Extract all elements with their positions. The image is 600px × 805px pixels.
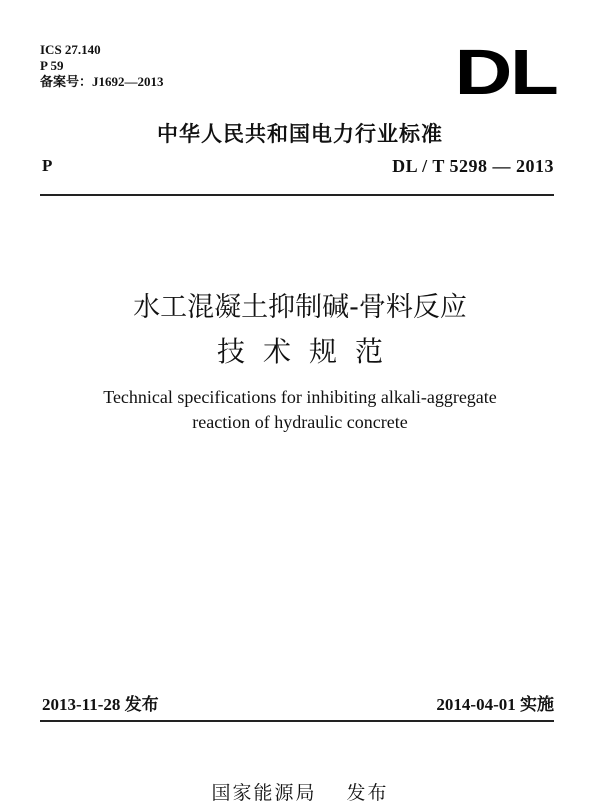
classification-letter: P (42, 156, 53, 175)
title-chinese-line2: 技术规范 (216, 335, 401, 368)
ics-number: ICS 27.140 (40, 42, 101, 57)
issue-date: 2013-11-28 发布 (42, 695, 159, 714)
publisher-line (0, 778, 600, 805)
title-english-line2: reaction of hydraulic concrete (192, 412, 408, 432)
publisher-action: 发布 (346, 782, 389, 804)
implementation-date: 2014-04-01 实施 (436, 695, 554, 714)
top-divider (40, 194, 554, 196)
title-chinese-line1: 水工混凝土抑制碱-骨料反应 (133, 292, 467, 323)
filing-number: 备案号：J1692—2013 (40, 74, 164, 89)
standard-code: DL / T 5298 — 2013 (392, 156, 554, 176)
ccs-number: P 59 (40, 58, 64, 73)
industry-standard-heading: 中华人民共和国电力行业标准 (157, 122, 443, 146)
dl-logo: DL (454, 36, 556, 108)
publisher-name: 国家能源局 (211, 782, 317, 804)
title-english-line1: Technical specifications for inhibiting alkali-aggregate (103, 387, 497, 407)
bottom-divider (40, 720, 554, 722)
